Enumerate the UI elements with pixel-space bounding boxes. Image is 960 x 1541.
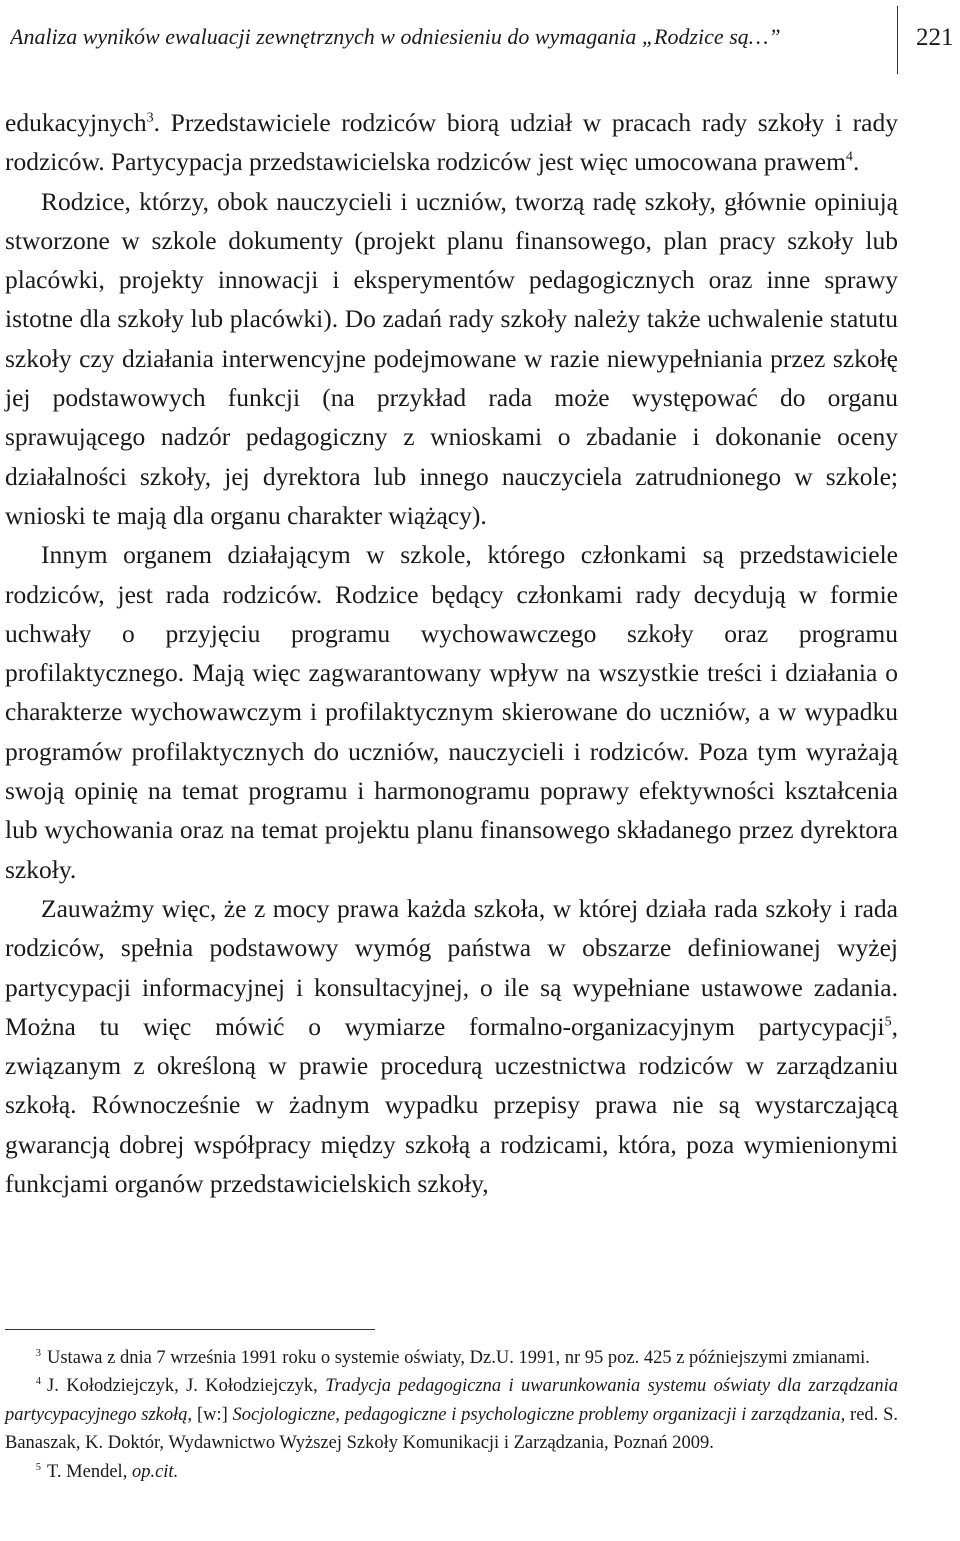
footnote-ref-4[interactable]: 4 xyxy=(845,149,853,165)
paragraph-1: edukacyjnych$^3$. Przedstawiciele rodziców biorą udział w pracach rady szkoły i rady rodziców. Partycypacja przedstawicielska rodziców jest więc umocowana prawem$^4$. xyxy=(5,108,898,177)
paragraph-3: Innym organem działającym w szkole, którego członkami są przedstawiciele rodziców, jest rada rodziców. Rodzice będący członkami rady decydują w formie uchwały o przyjęciu programu wychowawczego szkoły oraz programu profilaktycznego. Mają więc zagwarantowany wpływ na wszystkie treści i działania o charakterze wychowawczym i profilaktycznym skierowane do uczniów, a w wypadku programów profilaktycznych do uczniów, nauczycieli i rodziców. Poza tym wyrażają swoją opinię na temat programu i harmonogramu poprawy efektywności kształcenia lub wychowania oraz na temat projektu planu finansowego składanego przez dyrektora szkoły. xyxy=(5,540,898,884)
page-number: 221 xyxy=(916,24,954,51)
header-divider xyxy=(897,6,898,74)
footnote-ref-5[interactable]: 5 xyxy=(884,1014,892,1030)
footnote-5: $^5$ T. Mendel, op.cit. xyxy=(35,1461,179,1482)
footnotes xyxy=(5,1344,898,1486)
footnote-separator xyxy=(5,1329,375,1330)
footnote-ref-3[interactable]: 3 xyxy=(146,110,154,126)
paragraph-4: Zauważmy więc, że z mocy prawa każda szkoła, w której działa rada szkoły i rada rodziców, spełnia podstawowy wymóg państwa w obszarze definiowanej wyżej partycypacji informacyjnej i konsultacyjnej, o ile są wypełniane ustawowe zadania. Można tu więc mówić o wymiarze formalno-organizacyjnym partycypacji$^5$, związanym z określoną w prawie procedurą uczestnictwa rodziców w zarządzaniu szkołą. Równocześnie w żadnym wypadku przepisy prawa nie są wystarczającą gwarancją dobrej współpracy między szkołą a rodzicami, która, poza wymienionymi funkcjami organów przedstawicielskich szkoły, xyxy=(5,893,898,1199)
running-title: Analiza wyników ewaluacji zewnętrznych w odniesieniu do wymagania „Rodzice są…” xyxy=(10,24,781,49)
footnote-3: $^3$ Ustawa z dnia 7 września 1991 roku o systemie oświaty, Dz.U. 1991, nr 95 poz. 425 z późniejszymi zmianami. xyxy=(35,1347,870,1368)
footnote-4: $^4$ J. Kołodziejczyk, J. Kołodziejczyk, Tradycja pedagogiczna i uwarunkowania systemu oświaty dla zarządzania partycypacyjnego szkołą, [w:] Socjologiczne, pedagogiczne i psychologiczne problemy organizacji i zarządzania, red. S. Banaszak, K. Doktór, Wydawnictwo Wyższej Szkoły Komunikacji i Zarządzania, Poznań 2009. xyxy=(5,1376,898,1454)
main-text xyxy=(5,103,898,1203)
paragraph-2: Rodzice, którzy, obok nauczycieli i uczniów, tworzą radę szkoły, głównie opiniują stworzone w szkole dokumenty (projekt planu finansowego, plan pracy szkoły lub placówki, projekty innowacji i eksperymentów pedagogicznych oraz inne sprawy istotne dla szkoły lub placówki). Do zadań rady szkoły należy także uchwalenie statutu szkoły czy działania interwencyjne podejmowane w razie niewypełniania przez szkołę jej podstawowych funkcji (na przykład rada może występować do organu sprawującego nadzór pedagogiczny z wnioskami o zbadanie i dokonanie oceny działalności szkoły, jej dyrektora lub innego nauczyciela zatrudnionego w szkole; wnioski te mają dla organu charakter wiążący). xyxy=(5,186,898,530)
